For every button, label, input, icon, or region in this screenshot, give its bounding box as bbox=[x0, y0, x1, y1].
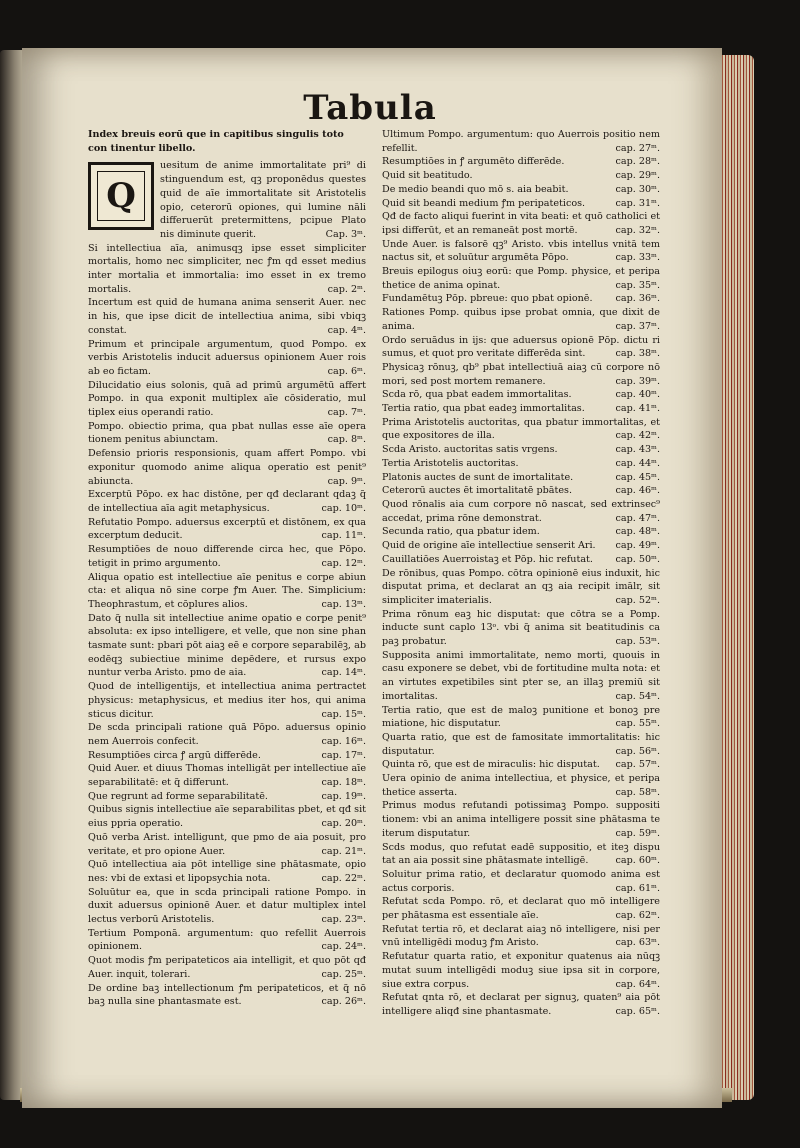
chapter-reference: cap. 25ᵐ. bbox=[321, 968, 366, 980]
chapter-reference: cap. 7ᵐ. bbox=[327, 407, 366, 419]
entry-text: Tertia Aristotelis auctoritas. bbox=[382, 457, 519, 469]
entry-text: Fundamētuꝫ Pōp. pbreue: quo pbat opionē. bbox=[382, 293, 593, 305]
chapter-reference: cap. 21ᵐ. bbox=[321, 845, 366, 857]
index-entry bbox=[382, 799, 660, 840]
entry-text: Quot modis ꝭm peripateticos aia intelligit, et quo pōt qđ Auer. inquit, tolerari. bbox=[88, 955, 366, 980]
chapter-reference: cap. 26ᵐ. bbox=[321, 996, 366, 1008]
chapter-reference: cap. 47ᵐ. bbox=[615, 512, 660, 524]
chapter-reference: cap. 44ᵐ. bbox=[615, 457, 660, 469]
chapter-reference: cap. 32ᵐ. bbox=[615, 224, 660, 236]
chapter-reference: cap. 4ᵐ. bbox=[327, 324, 366, 336]
chapter-reference: cap. 43ᵐ. bbox=[615, 444, 660, 456]
entry-text: Physicaꝫ rōnuꝫ, qb⁹ pbat intellectiuā aiaꝫ cū corpore nō mori, sed post mortem remanere. bbox=[382, 361, 660, 387]
entry-text: Quod de intelligentijs, et intellectiua anima pertractet physicus: metaphysicus, et medius iter hos, qui anima sticus dicitur. bbox=[88, 681, 366, 720]
index-entry bbox=[382, 292, 660, 306]
entry-text: Dilucidatio eius solonis, quā ad primū argumētū affert Pompo. in qua exponit multiplex aīe cōsideratio, mul tiplex eius operandi ratio. bbox=[88, 379, 366, 419]
entry-text: Quid sit beatitudo. bbox=[382, 170, 473, 182]
index-entry bbox=[88, 721, 366, 748]
index-entry bbox=[382, 361, 660, 388]
chapter-reference: cap. 15ᵐ. bbox=[321, 708, 366, 720]
entry-text: Primus modus refutandi potissimaꝫ Pompo. suppositi tionem: vbi an anima intelligere possit sine phātasma te iterum disputatur. bbox=[382, 800, 660, 839]
index-entry bbox=[382, 608, 660, 649]
entry-text: Scds modus, quo refutat eadē suppositio, et iteꝫ dispu tat an aia possit sine phātasmate intelligē. bbox=[382, 841, 660, 867]
entry-text: Tertium Pomponā. argumentum: quo refellit Auerrois opinionem. bbox=[88, 927, 366, 953]
entry-text: De medio beandi quo mō s. aia beabit. bbox=[382, 183, 569, 195]
chapter-reference: cap. 50ᵐ. bbox=[615, 553, 660, 565]
chapter-reference: cap. 53ᵐ. bbox=[615, 636, 660, 648]
index-entry bbox=[382, 704, 660, 731]
book-left-edge bbox=[0, 50, 24, 1100]
chapter-reference: cap. 19ᵐ. bbox=[321, 790, 366, 802]
chapter-reference: cap. 22ᵐ. bbox=[321, 872, 366, 884]
entry-text: Resumptiōes circa ꝭ argū differēde. bbox=[88, 749, 261, 761]
index-entry bbox=[382, 498, 660, 525]
chapter-reference: cap. 2ᵐ. bbox=[327, 283, 366, 295]
chapter-reference: cap. 42ᵐ. bbox=[615, 430, 660, 442]
chapter-reference: cap. 54ᵐ. bbox=[615, 690, 660, 702]
entry-text: Incertum est quid de humana anima senserit Auer. nec in his, que ipse dicit de intellectiua anima, sibi vbiqꝫ constat. bbox=[88, 297, 366, 336]
index-entry bbox=[88, 420, 366, 447]
entry-text: Refutat scda Pompo. rō, et declarat quo mō intelligere per phātasma est essentiale aīe. bbox=[382, 896, 660, 922]
index-entry bbox=[88, 379, 366, 420]
chapter-reference: cap. 31ᵐ. bbox=[615, 197, 660, 209]
entry-text: Secunda ratio, qua pbatur idem. bbox=[382, 526, 540, 538]
index-entry bbox=[382, 895, 660, 922]
chapter-reference: cap. 48ᵐ. bbox=[615, 526, 660, 538]
chapter-reference: cap. 60ᵐ. bbox=[615, 855, 660, 867]
entry-text: Soluūtur ea, que in scda principali ratione Pompo. in duxit aduersus opinionē Auer. et datur multiplex intel lectus verborū Aristotelis. bbox=[88, 886, 366, 926]
entry-text: Ultimum Pompo. argumentum: quo Auerrois positio nem refellit. bbox=[382, 129, 660, 154]
entry-text: Dato q̃ nulla sit intellectiue anime opatio e corpe penit⁹ absoluta: ex ipso intelligere, et velle, que non sine phan tasmate sunt: pbari pōt aiaꝫ eē e corpore separabilēꝫ, ab eodēqꝫ subiectiue minime depēdere, et rursus expo nuntur verba Aristo. pmo de aia. bbox=[88, 612, 366, 679]
page-title: Tabula bbox=[303, 88, 437, 128]
entry-text: Supposita animi immortalitate, nemo morti, quouis in casu exponere se debet, vbi de fortitudine multa nota: et an virtutes expetibiles sint pter se, an illaꝫ premiū sit imortalitas. bbox=[382, 649, 660, 702]
entry-text: Aliqua opatio est intellectiue aīe penitus e corpe abiun cta: et aliqua nō sine corpe ꝭm Auer. The. Simplicium: Theophrastum, et cōplures alios. bbox=[88, 571, 366, 610]
entry-text: Refutatur quarta ratio, et exponitur quatenus aia nūqꝫ mutat suum intelligēdi moduꝫ siue ipsa sit in corpore, siue extra corpus. bbox=[382, 951, 660, 990]
chapter-reference: cap. 49ᵐ. bbox=[615, 540, 660, 552]
index-entry bbox=[88, 488, 366, 515]
index-entry bbox=[88, 927, 366, 954]
entry-text: Tertia ratio, que est de maloꝫ punitione et bonoꝫ pre miatione, hic disputatur. bbox=[382, 704, 660, 730]
index-entry bbox=[382, 649, 660, 704]
index-entry bbox=[88, 242, 366, 297]
chapter-reference: cap. 38ᵐ. bbox=[615, 348, 660, 360]
index-entry bbox=[382, 841, 660, 868]
chapter-reference: cap. 52ᵐ. bbox=[615, 594, 660, 606]
chapter-reference: cap. 17ᵐ. bbox=[321, 749, 366, 761]
chapter-reference: cap. 29ᵐ. bbox=[615, 170, 660, 182]
chapter-reference: cap. 28ᵐ. bbox=[615, 156, 660, 168]
left-column bbox=[88, 128, 366, 1009]
chapter-reference: Cap. 3ᵐ. bbox=[325, 228, 366, 240]
chapter-reference: cap. 63ᵐ. bbox=[615, 937, 660, 949]
chapter-reference: cap. 37ᵐ. bbox=[615, 320, 660, 332]
index-entry bbox=[88, 886, 366, 927]
index-entry bbox=[88, 612, 366, 681]
index-entry bbox=[88, 447, 366, 488]
chapter-reference: cap. 41ᵐ. bbox=[615, 403, 660, 415]
index-entry bbox=[382, 402, 660, 416]
chapter-reference: cap. 58ᵐ. bbox=[615, 786, 660, 798]
index-entry bbox=[382, 238, 660, 265]
index-entry bbox=[88, 831, 366, 858]
entry-text: Prima rōnum eaꝫ hic disputat: que cōtra se a Pomp. inducte sunt caplo 13ᵒ. vbi q̃ anima sit beatitudinis ca paꝫ probatur. bbox=[382, 608, 660, 648]
entry-text: Refutat qnta rō, et declarat per signuꝫ, quaten⁹ aia pōt intelligere aliqđ sine phantasmate. bbox=[382, 992, 660, 1017]
chapter-reference: cap. 16ᵐ. bbox=[321, 735, 366, 747]
entry-text: Scda Aristo. auctoritas satis vrgens. bbox=[382, 444, 558, 456]
index-entry bbox=[382, 731, 660, 758]
index-entry bbox=[382, 539, 660, 553]
entry-text: Unde Auer. is falsorē qꝫ⁹ Aristo. vbis intellus vnitā tem nactus sit, et soluūtur argumēta Pōpo. bbox=[382, 238, 660, 264]
chapter-reference: cap. 45ᵐ. bbox=[615, 471, 660, 483]
index-entry bbox=[88, 762, 366, 789]
entry-text: Primum et principale argumentum, quod Pompo. ex verbis Aristotelis inducit aduersus opinionem Auer rois ab eo fictam. bbox=[88, 338, 366, 377]
index-entry bbox=[382, 868, 660, 895]
entry-text: Rationes Pomp. quibus ipse probat omnia, que dixit de anima. bbox=[382, 307, 660, 332]
entry-text: Prima Aristotelis auctoritas, qua pbatur immortalitas, et que expositores de illa. bbox=[382, 416, 660, 442]
index-entry bbox=[382, 334, 660, 361]
index-entry bbox=[382, 128, 660, 155]
entry-text: Uera opinio de anima intellectiua, et physice, et peripa thetice asserta. bbox=[382, 773, 660, 798]
chapter-reference: cap. 11ᵐ. bbox=[321, 530, 366, 542]
chapter-reference: cap. 40ᵐ. bbox=[615, 389, 660, 401]
chapter-reference: cap. 9ᵐ. bbox=[327, 475, 366, 487]
entry-text: Platonis auctes de sunt de imortalitate. bbox=[382, 471, 574, 483]
entry-text: Scda rō, qua pbat eadem immortalitas. bbox=[382, 389, 572, 401]
index-entry bbox=[88, 858, 366, 885]
chapter-reference: cap. 6ᵐ. bbox=[327, 365, 366, 377]
chapter-reference: cap. 46ᵐ. bbox=[615, 485, 660, 497]
chapter-reference: cap. 57ᵐ. bbox=[615, 759, 660, 771]
entry-text: Quibus signis intellectiue aīe separabilitas pbet, et qđ sit eius ppria operatio. bbox=[88, 804, 366, 830]
chapter-reference: cap. 23ᵐ. bbox=[321, 914, 366, 926]
entry-text: Quid Auer. et diuus Thomas intelligāt per intellectiue aīe separabilitatē: et q̃ differunt. bbox=[88, 763, 366, 789]
chapter-reference: cap. 55ᵐ. bbox=[615, 718, 660, 730]
chapter-reference: cap. 61ᵐ. bbox=[615, 882, 660, 894]
right-entry-list bbox=[382, 128, 660, 1019]
index-entry bbox=[382, 923, 660, 950]
index-entry bbox=[382, 991, 660, 1018]
chapter-reference: cap. 62ᵐ. bbox=[615, 910, 660, 922]
right-column bbox=[382, 128, 660, 1019]
left-entry-list bbox=[88, 159, 366, 1009]
initial-letter: Q bbox=[97, 171, 145, 221]
chapter-reference: cap. 14ᵐ. bbox=[321, 667, 366, 679]
chapter-reference: cap. 13ᵐ. bbox=[321, 598, 366, 610]
index-entry bbox=[382, 553, 660, 567]
entry-text: Quid de origine aīe intellectiue senserit Ari. bbox=[382, 540, 596, 552]
index-entry bbox=[382, 416, 660, 443]
index-entry bbox=[382, 950, 660, 991]
entry-text: Quō intellectiua aia pōt intellige sine phātasmate, opio nes: vbi de extasi et lipopsychia nota. bbox=[88, 859, 366, 884]
index-entry bbox=[382, 183, 660, 197]
chapter-reference: cap. 30ᵐ. bbox=[615, 183, 660, 195]
decorated-initial bbox=[88, 162, 154, 230]
entry-text: Refutatio Pompo. aduersus excerptū et distōnem, ex qua excerptum deducit. bbox=[88, 516, 366, 542]
entry-text: Que regrunt ad forme separabilitatē. bbox=[88, 790, 268, 802]
index-entry bbox=[88, 296, 366, 337]
chapter-reference: cap. 33ᵐ. bbox=[615, 252, 660, 264]
index-entry bbox=[382, 169, 660, 183]
chapter-reference: cap. 39ᵐ. bbox=[615, 375, 660, 387]
entry-text: Breuis epilogus oiuꝫ eorū: que Pomp. physice, et peripa thetice de anima opinat. bbox=[382, 266, 660, 291]
entry-text: De scda principali ratione quā Pōpo. aduersus opinio nem Auerrois confecit. bbox=[88, 722, 366, 747]
entry-text: Quinta rō, que est de miraculis: hic disputat. bbox=[382, 759, 600, 771]
entry-text: Ordo seruādus in ijs: que aduersus opionē Pōp. dictu ri sumus, et quot pro veritate differēda sint. bbox=[382, 334, 660, 360]
index-entry bbox=[88, 543, 366, 570]
index-entry bbox=[88, 680, 366, 721]
entry-text: Quarta ratio, que est de famositate immortalitatis: hic disputatur. bbox=[382, 731, 660, 757]
entry-text: Pompo. obiectio prima, qua pbat nullas esse aīe opera tionem penitus abiunctam. bbox=[88, 420, 366, 446]
index-entry bbox=[88, 803, 366, 830]
entry-text: Defensio prioris responsionis, quam affert Pompo. vbi exponitur quomodo anime aliqua operatio est penit⁹ abiuncta. bbox=[88, 448, 366, 487]
entry-text: Cauillatiōes Auerroistaꝫ et Pōp. hic refutat. bbox=[382, 553, 593, 565]
index-entry bbox=[88, 982, 366, 1009]
chapter-reference: cap. 10ᵐ. bbox=[321, 502, 366, 514]
index-entry bbox=[382, 484, 660, 498]
index-entry bbox=[382, 197, 660, 211]
entry-text: Ceterorū auctes ēt imortalitatē pbātes. bbox=[382, 485, 572, 497]
entry-text: Soluitur prima ratio, et declaratur quomodo anima est actus corporis. bbox=[382, 868, 660, 894]
index-entry bbox=[382, 265, 660, 292]
entry-text: Quod rōnalis aia cum corpore nō nascat, sed extrinsec⁹ accedat, prima rōne demonstrat. bbox=[382, 498, 660, 524]
entry-text: De ordine baꝫ intellectionum ꝭm peripateticos, et q̃ nō baꝫ nulla sine phantasmate est. bbox=[88, 982, 366, 1008]
chapter-reference: cap. 64ᵐ. bbox=[615, 978, 660, 990]
chapter-reference: cap. 59ᵐ. bbox=[615, 827, 660, 839]
chapter-reference: cap. 20ᵐ. bbox=[321, 818, 366, 830]
index-entry bbox=[382, 306, 660, 333]
entry-text: uesitum de anime immortalitate pri⁹ di stinguendum est, qꝫ proponēdus questes quid de aīe immortalitate sit Aristotelis opio, ceterorū opiones, qui lumine nāli differuerūt pretermittens, pcipue Plato nis diminute querit. bbox=[160, 160, 366, 240]
entry-text: Refutat tertia rō, et declarat aiaꝫ nō intelligere, nisi per vnū intelligēdi moduꝫ ꝭm Aristo. bbox=[382, 923, 660, 949]
index-entry bbox=[88, 571, 366, 612]
index-entry bbox=[382, 471, 660, 485]
entry-text: Si intellectiua aīa, animusqꝫ ipse esset simpliciter mortalis, homo nec simpliciter, nec ꝭm qd esset medius inter mortalia et immortalia: imo esset in ex tremo mortalis. bbox=[88, 242, 366, 295]
index-entry bbox=[382, 758, 660, 772]
chapter-reference: cap. 24ᵐ. bbox=[321, 941, 366, 953]
index-entry bbox=[382, 525, 660, 539]
entry-text: Excerptū Pōpo. ex hac distōne, per qđ declarant qdaꝫ q̃ de intellectiua aīa agit metaphysicus. bbox=[88, 489, 366, 514]
entry-text: Tertia ratio, qua pbat eadeꝫ immortalitas. bbox=[382, 403, 585, 415]
index-entry bbox=[88, 338, 366, 379]
entry-text: De rōnibus, quas Pompo. cōtra opinionē eius induxit, hic disputat prima, et declarat an qꝫ aia recipit imālr, sit simpliciter imaterialis. bbox=[382, 567, 660, 606]
index-entry bbox=[88, 790, 366, 804]
chapter-reference: cap. 8ᵐ. bbox=[327, 434, 366, 446]
index-entry bbox=[88, 516, 366, 543]
chapter-reference: cap. 12ᵐ. bbox=[321, 557, 366, 569]
entry-text: Quō verba Arist. intelligunt, que pmo de aia posuit, pro veritate, et pro opione Auer. bbox=[88, 831, 366, 857]
index-entry bbox=[88, 749, 366, 763]
entry-text: Resumptiōes de nouo differende circa hec, que Pōpo. tetigit in primo argumento. bbox=[88, 544, 366, 569]
chapter-reference: cap. 27ᵐ. bbox=[615, 142, 660, 154]
chapter-reference: cap. 36ᵐ. bbox=[615, 293, 660, 305]
index-entry bbox=[382, 772, 660, 799]
index-intro: Index breuis eorū que in capitibus singulis toto con tinentur libello. bbox=[88, 129, 344, 154]
entry-text: Resumptiōes in ꝭ argumēto differēde. bbox=[382, 156, 565, 168]
index-entry bbox=[382, 567, 660, 608]
index-entry bbox=[382, 155, 660, 169]
chapter-reference: cap. 65ᵐ. bbox=[615, 1006, 660, 1017]
index-entry bbox=[382, 457, 660, 471]
chapter-reference: cap. 35ᵐ. bbox=[615, 279, 660, 291]
index-entry bbox=[382, 210, 660, 237]
index-entry bbox=[88, 954, 366, 981]
index-entry bbox=[382, 388, 660, 402]
entry-text: Quid sit beandi medium ꝭm peripateticos. bbox=[382, 197, 586, 209]
index-entry bbox=[382, 443, 660, 457]
chapter-reference: cap. 56ᵐ. bbox=[615, 745, 660, 757]
chapter-reference: cap. 18ᵐ. bbox=[321, 777, 366, 789]
entry-text: Qđ de facto aliqui fuerint in vita beati: et quō catholici et ipsi differūt, et an remaneāt post mortē. bbox=[382, 211, 660, 236]
